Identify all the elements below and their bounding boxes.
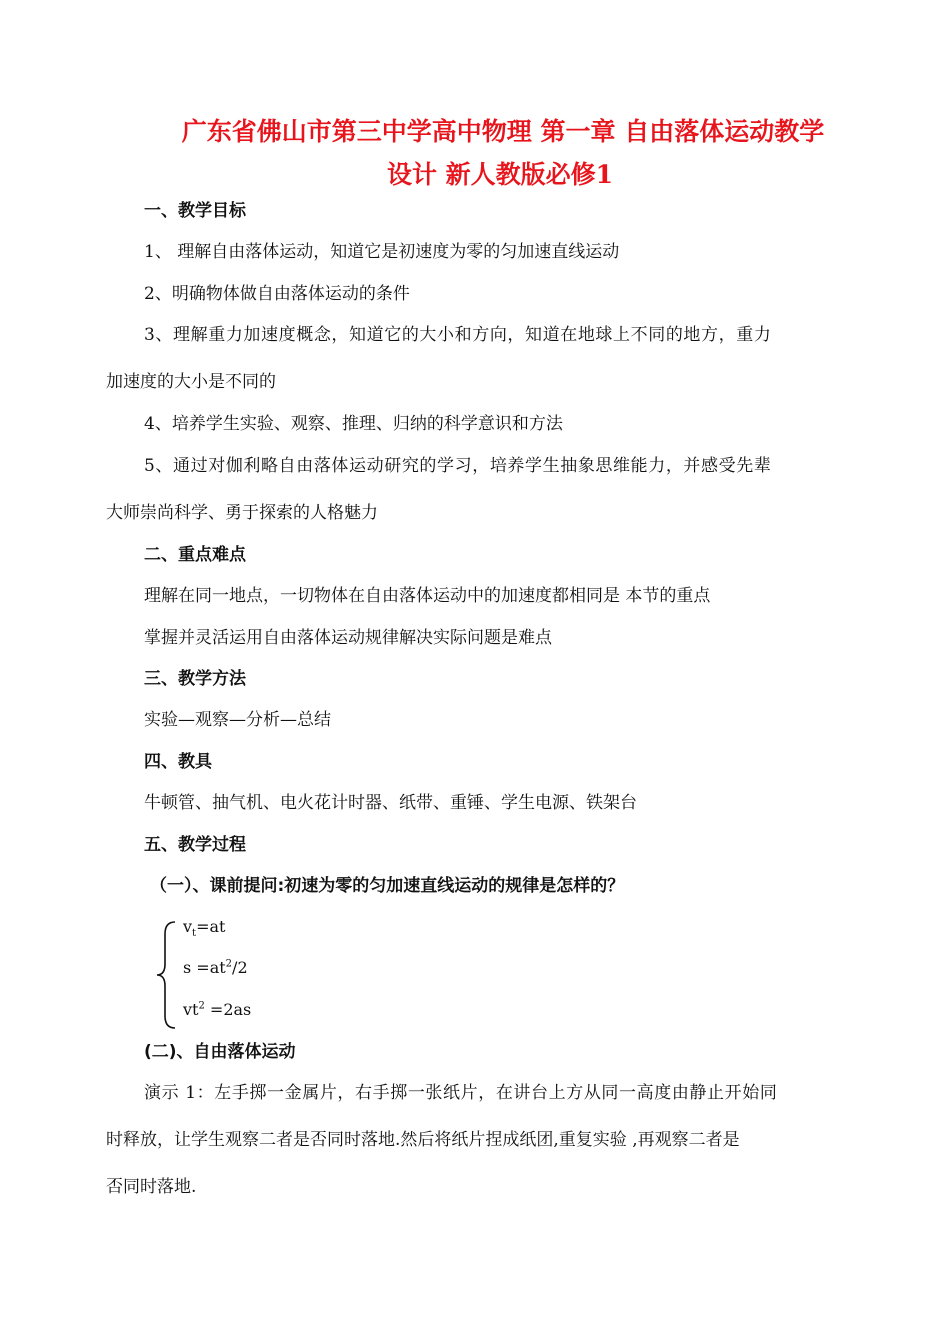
document-title-line-2: 设计 新人教版必修1	[386, 160, 614, 189]
equipment-text: 牛顿管、抽气机、电火花计时器、纸带、重锤、学生电源、铁架台	[144, 793, 637, 813]
objective-item-2: 2、明确物体做自由落体运动的条件	[144, 284, 410, 304]
section-heading-process: 五、教学过程	[144, 835, 246, 855]
demo-text-line-1: 演示 1：左手掷一金属片，右手掷一张纸片，在讲台上方从同一高度由静止开始同	[144, 1083, 778, 1103]
section-heading-objectives: 一、教学目标	[144, 201, 246, 221]
key-point-item-1: 理解在同一地点，一切物体在自由落体运动中的加速度都相同是 本节的重点	[144, 586, 711, 606]
equation-velocity: $v_t=at$	[183, 917, 226, 940]
equation-brace	[155, 920, 177, 1030]
section-heading-equipment: 四、教具	[144, 752, 212, 772]
process-subheading-2: (二)、自由落体运动	[144, 1042, 296, 1062]
process-subheading-1: （一）、课前提问:初速为零的匀加速直线运动的规律是怎样的？	[150, 876, 625, 896]
key-point-item-2: 掌握并灵活运用自由落体运动规律解决实际问题是难点	[144, 628, 552, 648]
document-title-line-1: 广东省佛山市第三中学高中物理 第一章 自由落体运动教学	[181, 117, 825, 146]
objective-item-4: 4、培养学生实验、观察、推理、归纳的科学意识和方法	[144, 414, 563, 434]
objective-item-5-continued: 大师崇尚科学、勇于探索的人格魅力	[106, 503, 378, 523]
section-heading-key-points: 二、重点难点	[144, 545, 246, 565]
objective-item-5: 5、通过对伽利略自由落体运动研究的学习，培养学生抽象思维能力，并感受先辈	[144, 456, 772, 476]
demo-text-line-2: 时释放，让学生观察二者是否同时落地.然后将纸片捏成纸团,重复实验 ,再观察二者是	[106, 1130, 740, 1150]
objective-item-1: 1、 理解自由落体运动，知道它是初速度为零的匀加速直线运动	[144, 242, 620, 262]
objective-item-3: 3、理解重力加速度概念，知道它的大小和方向，知道在地球上不同的地方，重力	[144, 325, 772, 345]
equation-velocity-squared: $vt^2 =2as$	[183, 1000, 252, 1019]
objective-item-3-continued: 加速度的大小是不同的	[106, 372, 276, 392]
equation-displacement: $s =at^2/2$	[183, 958, 248, 977]
methods-text: 实验—观察—分析—总结	[144, 710, 331, 730]
demo-text-line-3: 否同时落地.	[106, 1177, 197, 1197]
section-heading-methods: 三、教学方法	[144, 669, 246, 689]
